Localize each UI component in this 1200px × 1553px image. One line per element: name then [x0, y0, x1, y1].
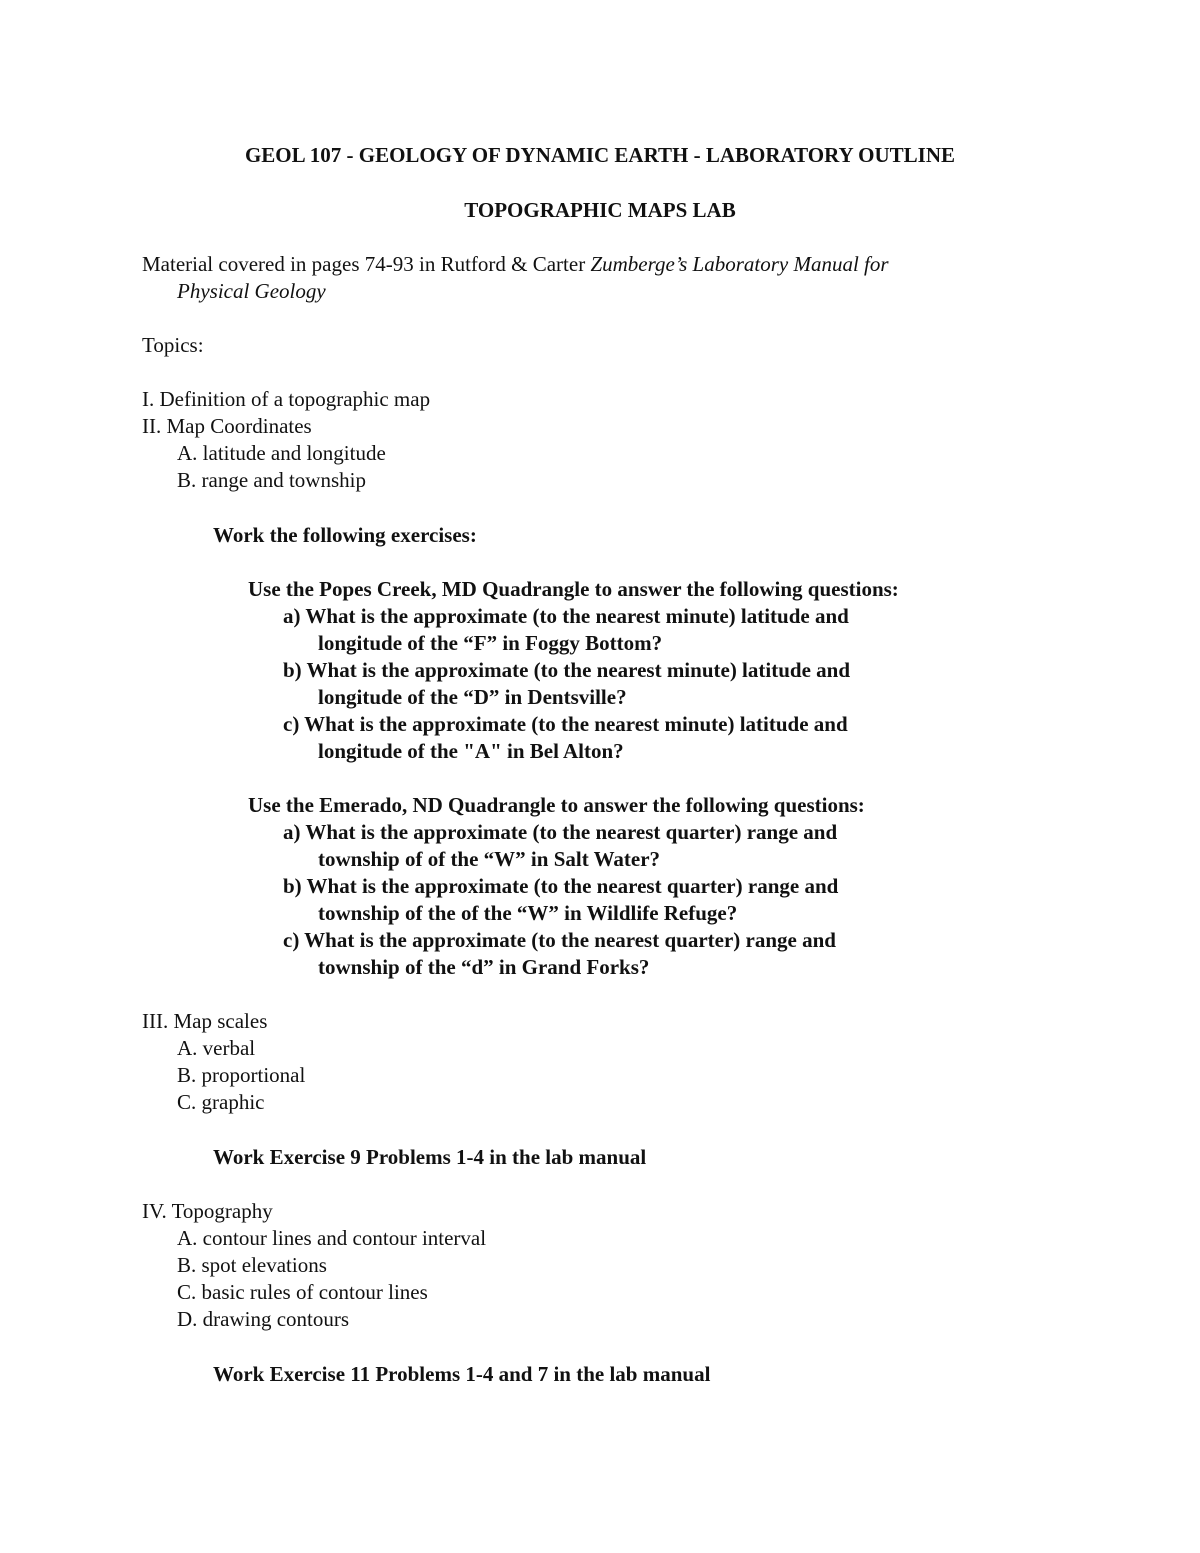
emerado-question-c-cont: township of the “d” in Grand Forks? — [318, 955, 650, 979]
popes-question-a: a) What is the approximate (to the nearest minute) latitude and — [283, 604, 849, 628]
material-line — [142, 251, 889, 278]
section-4-item: B. spot elevations — [177, 1253, 327, 1277]
section-2-item: B. range and township — [177, 468, 366, 492]
section-3-item: A. verbal — [177, 1036, 256, 1060]
emerado-intro: Use the Emerado, ND Quadrangle to answer the following questions: — [248, 793, 865, 817]
course-title: GEOL 107 - GEOLOGY OF DYNAMIC EARTH - LABORATORY OUTLINE — [244, 143, 956, 167]
section-3-item: C. graphic — [177, 1090, 265, 1114]
popes-question-b: b) What is the approximate (to the nearest minute) latitude and — [283, 658, 850, 682]
emerado-question-a: a) What is the approximate (to the nearest quarter) range and — [283, 820, 838, 844]
section-4-item: D. drawing contours — [177, 1307, 350, 1331]
popes-creek-intro: Use the Popes Creek, MD Quadrangle to answer the following questions: — [248, 577, 899, 601]
section-2-heading: II. Map Coordinates — [142, 414, 312, 438]
work-exercises-heading: Work the following exercises: — [213, 523, 477, 547]
section-4-item: C. basic rules of contour lines — [177, 1280, 428, 1304]
popes-question-b-cont: longitude of the “D” in Dentsville? — [318, 685, 627, 709]
popes-question-c: c) What is the approximate (to the nearest minute) latitude and — [283, 712, 848, 736]
lab-title: TOPOGRAPHIC MAPS LAB — [464, 198, 736, 222]
emerado-question-a-cont: township of of the “W” in Salt Water? — [318, 847, 661, 871]
book-title-part1: Zumberge’s Laboratory Manual for — [590, 252, 889, 276]
material-prefix: Material covered in pages 74-93 in Rutford & Carter — [142, 252, 591, 276]
emerado-question-b: b) What is the approximate (to the nearest quarter) range and — [283, 874, 839, 898]
exercise-9-instruction: Work Exercise 9 Problems 1-4 in the lab manual — [213, 1145, 647, 1169]
section-3-item: B. proportional — [177, 1063, 306, 1087]
popes-question-a-cont: longitude of the “F” in Foggy Bottom? — [318, 631, 663, 655]
exercise-11-instruction: Work Exercise 11 Problems 1-4 and 7 in the lab manual — [213, 1362, 711, 1386]
section-2-item: A. latitude and longitude — [177, 441, 386, 465]
topics-label: Topics: — [142, 333, 204, 357]
book-title-part2: Physical Geology — [177, 279, 326, 303]
emerado-question-b-cont: township of the of the “W” in Wildlife Refuge? — [318, 901, 738, 925]
emerado-question-c: c) What is the approximate (to the nearest quarter) range and — [283, 928, 836, 952]
section-1-heading: I. Definition of a topographic map — [142, 387, 431, 411]
popes-question-c-cont: longitude of the "A" in Bel Alton? — [318, 739, 624, 763]
section-4-heading: IV. Topography — [142, 1199, 273, 1223]
section-3-heading: III. Map scales — [142, 1009, 268, 1033]
section-4-item: A. contour lines and contour interval — [177, 1226, 487, 1250]
